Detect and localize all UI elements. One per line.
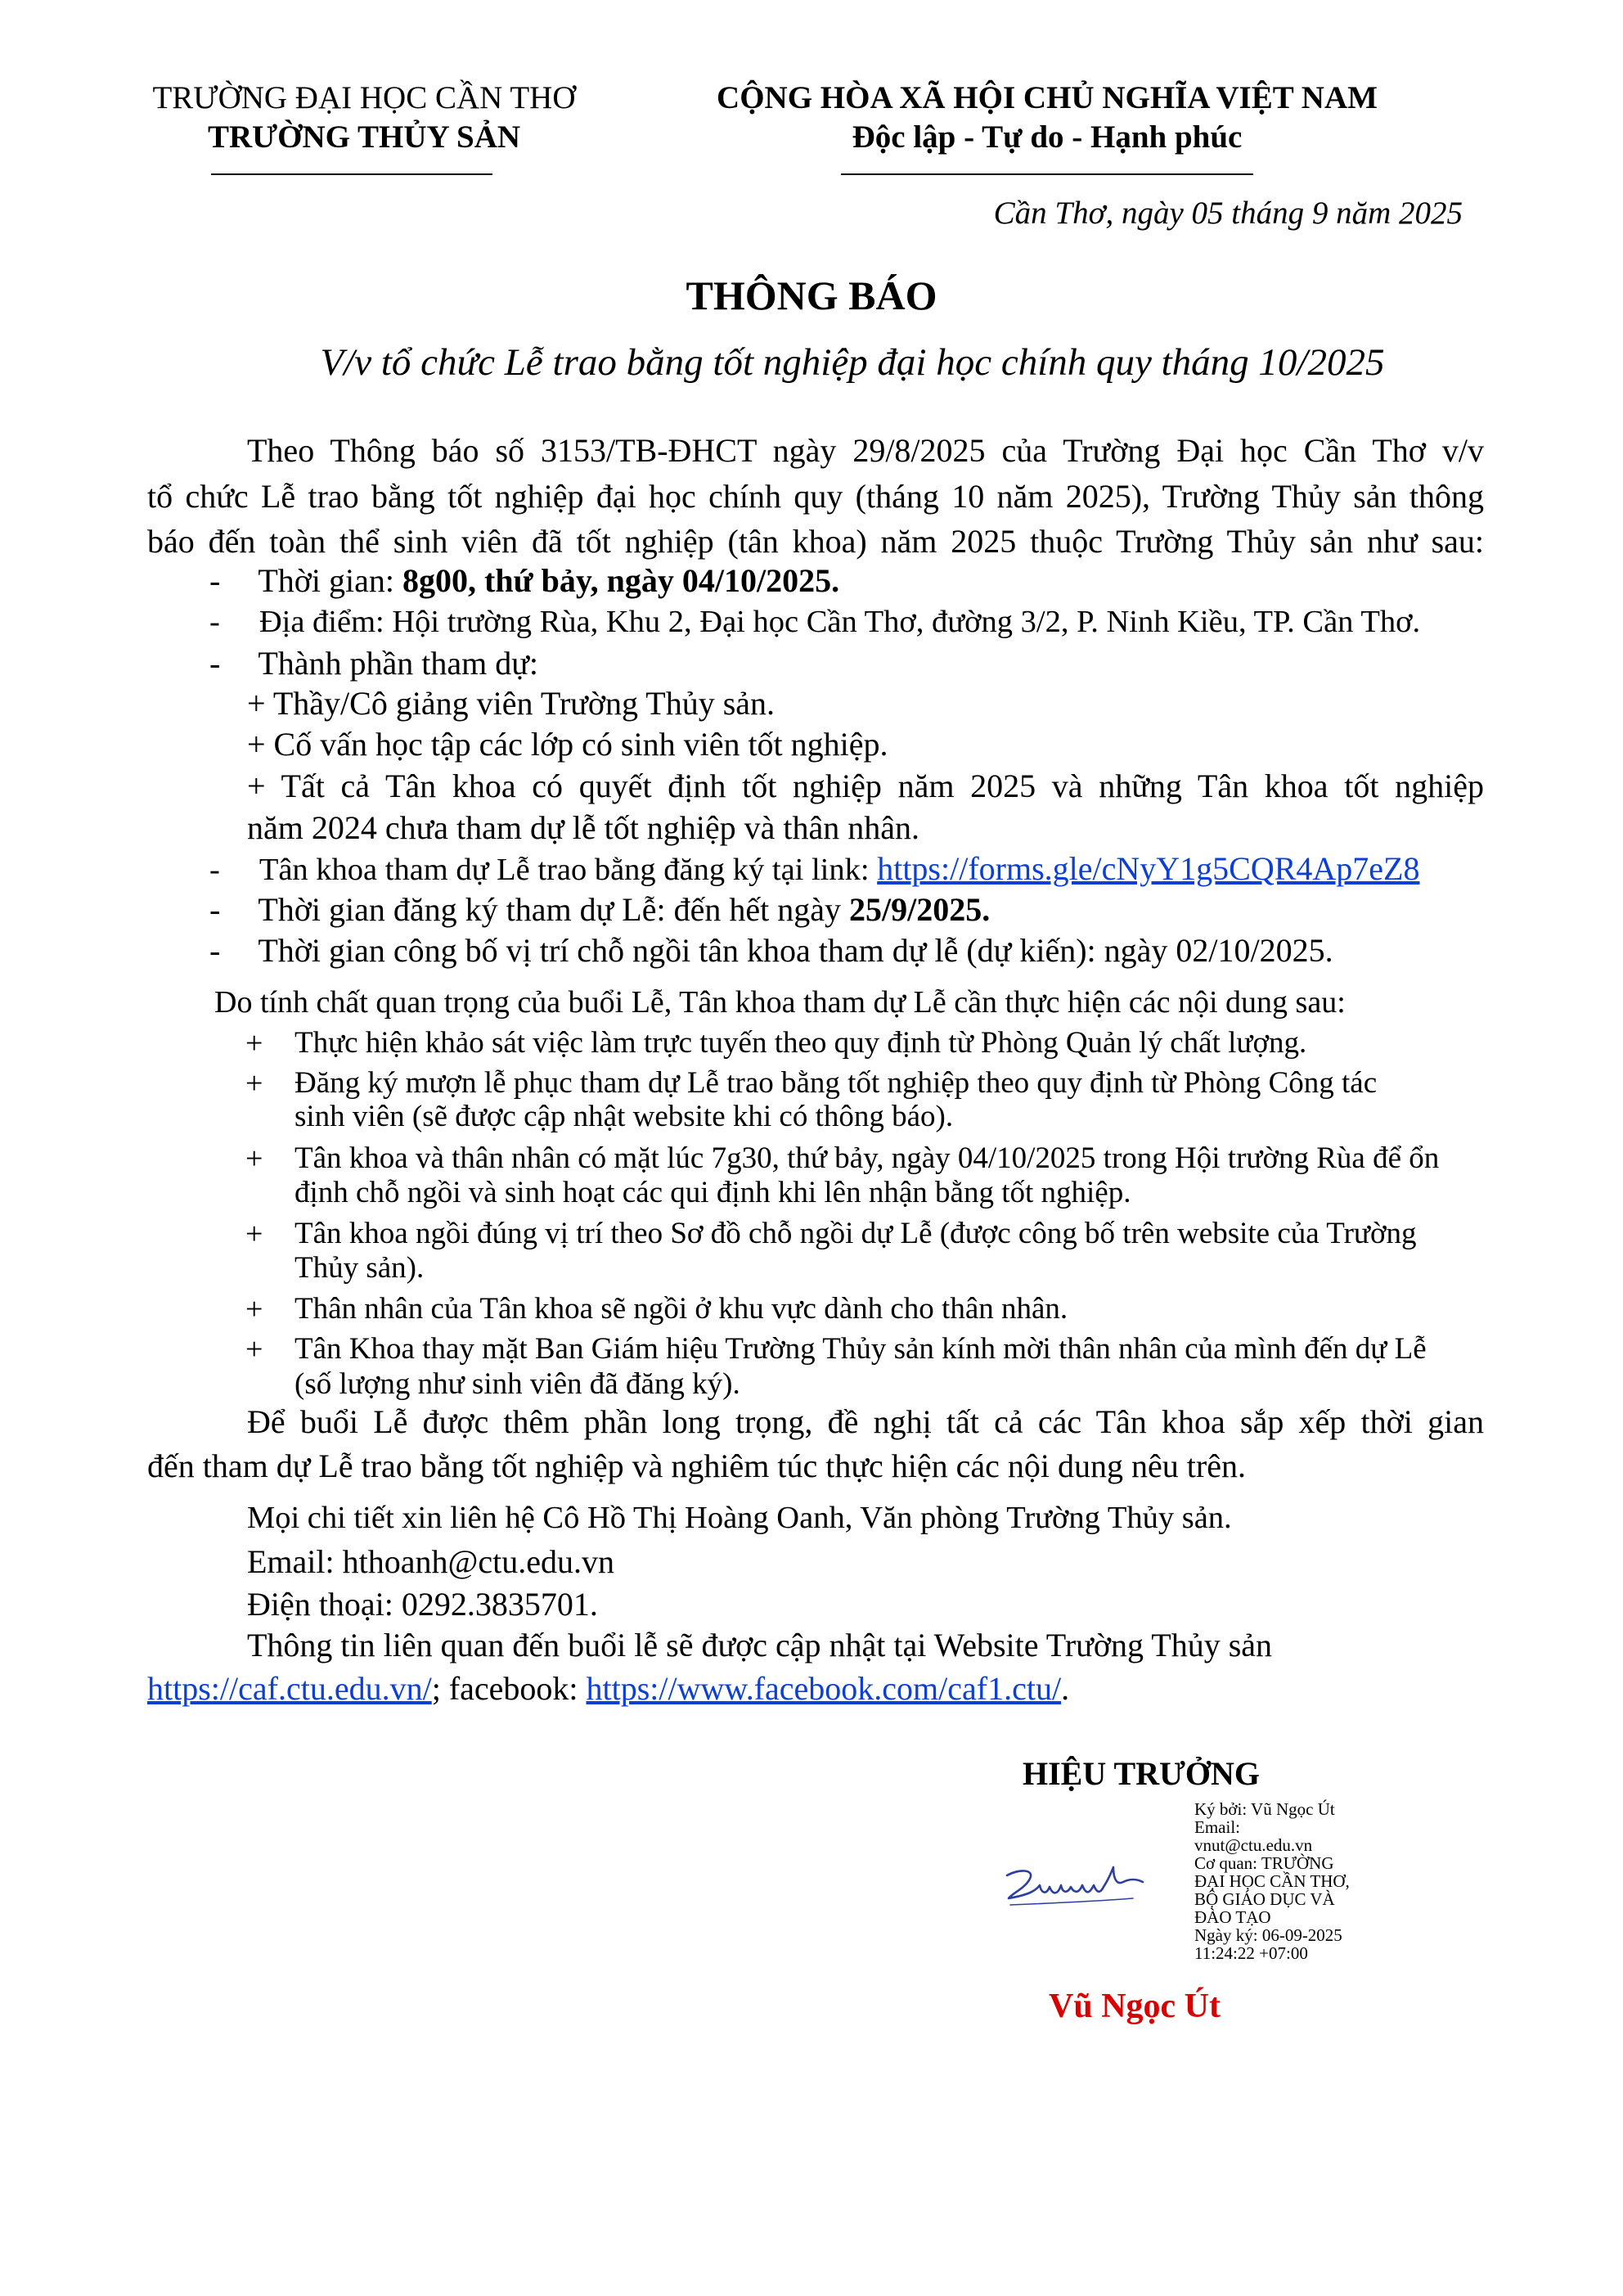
requirement-1-marker: +: [245, 1026, 263, 1060]
signed-date-1: Ngày ký: 06-09-2025: [1194, 1925, 1342, 1945]
item-participants-text: Thành phần tham dự:: [258, 645, 539, 682]
item-seating-text: Thời gian công bố vị trí chỗ ngồi tân khoa tham dự lễ (dự kiến): ngày 02/10/2025.: [258, 932, 1333, 969]
participant-lecturers: + Thầy/Cô giảng viên Trường Thủy sản.: [247, 685, 776, 722]
handwritten-signature: [1002, 1857, 1149, 1915]
email-line: Email: hthoanh@ctu.edu.vn: [247, 1543, 614, 1580]
info-line: Thông tin liên quan đến buổi lễ sẽ được cập nhật tại Website Trường Thủy sản: [247, 1627, 1273, 1663]
requirement-5: Thân nhân của Tân khoa sẽ ngồi ở khu vực dành cho thân nhân.: [294, 1292, 1068, 1326]
participant-graduates-line1: + Tất cả Tân khoa có quyết định tốt nghiệp năm 2025 và những Tân khoa tốt nghiệp: [247, 768, 1484, 804]
phone-line: Điện thoại: 0292.3835701.: [247, 1586, 598, 1623]
requirement-2-line2: sinh viên (sẽ được cập nhật website khi có thông báo).: [294, 1100, 954, 1133]
requirement-1: Thực hiện khảo sát việc làm trực tuyến theo quy định từ Phòng Quản lý chất lượng.: [294, 1026, 1307, 1060]
signer-email-label: Email:: [1194, 1817, 1240, 1837]
dash-marker: -: [209, 605, 220, 639]
dash-marker: -: [209, 891, 221, 928]
header-right-rule: [841, 173, 1253, 175]
dash-marker: -: [209, 853, 220, 887]
header-school: TRƯỜNG THỦY SẢN: [207, 119, 521, 155]
requirement-3-line2: định chỗ ngồi và sinh hoạt các qui định khi lên nhận bằng tốt nghiệp.: [294, 1176, 1131, 1209]
end-period: .: [1061, 1670, 1070, 1707]
requirement-3-marker: +: [245, 1141, 263, 1176]
contact-line: Mọi chi tiết xin liên hệ Cô Hồ Thị Hoàng Oanh, Văn phòng Trường Thủy sản.: [247, 1501, 1232, 1535]
closing-line-1: Để buổi Lễ được thêm phần long trọng, đề nghị tất cả các Tân khoa sắp xếp thời gian: [247, 1403, 1484, 1440]
header-university: TRƯỜNG ĐẠI HỌC CẦN THƠ: [152, 80, 576, 115]
links-line: [147, 1669, 1069, 1708]
intro-line-1: Theo Thông báo số 3153/TB-ĐHCT ngày 29/8/2025 của Trường Đại học Cần Thơ v/v: [247, 432, 1484, 469]
date-line: Cần Thơ, ngày 05 tháng 9 năm 2025: [993, 196, 1463, 231]
requirement-6-line2: (số lượng như sinh viên đã đăng ký).: [294, 1367, 740, 1401]
signer-email: vnut@ctu.edu.vn: [1194, 1835, 1313, 1855]
document-title: THÔNG BÁO: [686, 272, 937, 318]
requirement-6-marker: +: [245, 1332, 263, 1366]
intro-line-3: báo đến toàn thể sinh viên đã tốt nghiệp (tân khoa) năm 2025 thuộc Trường Thủy sản như sau:: [147, 523, 1484, 560]
participant-advisors: + Cố vấn học tập các lớp có sinh viên tốt nghiệp.: [247, 726, 888, 763]
signer-org-3: BỘ GIÁO DỤC VÀ: [1194, 1889, 1335, 1909]
signer-org-4: ĐÀO TẠO: [1194, 1907, 1271, 1927]
header-motto: Độc lập - Tự do - Hạnh phúc: [852, 119, 1243, 155]
header-republic: CỘNG HÒA XÃ HỘI CHỦ NGHĨA VIỆT NAM: [717, 80, 1378, 115]
registration-form-link[interactable]: https://forms.gle/cNyY1g5CQR4Ap7eZ8: [877, 850, 1420, 887]
signed-date-2: 11:24:22 +07:00: [1194, 1943, 1308, 1963]
item-deadline-value: 25/9/2025.: [848, 891, 991, 928]
item-register: [209, 849, 1419, 888]
item-time-value: 8g00, thứ bảy, ngày 04/10/2025.: [402, 562, 840, 599]
item-place-text: Địa điểm: Hội trường Rùa, Khu 2, Đại học Cần Thơ, đường 3/2, P. Ninh Kiều, TP. Cần Thơ.: [259, 605, 1421, 639]
requirement-2-line1: Đăng ký mượn lễ phục tham dự Lễ trao bằng tốt nghiệp theo quy định từ Phòng Công tác: [294, 1066, 1378, 1100]
document-subtitle: V/v tổ chức Lễ trao bằng tốt nghiệp đại học chính quy tháng 10/2025: [320, 341, 1385, 384]
requirements-intro: Do tính chất quan trọng của buổi Lễ, Tân khoa tham dự Lễ cần thực hiện các nội dung sau:: [214, 985, 1346, 1020]
item-participants: [209, 644, 538, 682]
website-link[interactable]: https://caf.ctu.edu.vn/: [147, 1670, 432, 1707]
closing-line-2: đến tham dự Lễ trao bằng tốt nghiệp và nghiêm túc thực hiện các nội dung nêu trên.: [147, 1447, 1246, 1484]
facebook-label: ; facebook:: [431, 1670, 587, 1707]
header-left-rule: [211, 173, 492, 175]
signer-org-2: ĐẠI HỌC CẦN THƠ,: [1194, 1871, 1350, 1891]
item-time-label: Thời gian:: [258, 562, 403, 599]
requirement-4-marker: +: [245, 1217, 263, 1251]
dash-marker: -: [209, 932, 221, 969]
dash-marker: -: [209, 645, 221, 682]
item-place: [209, 604, 1420, 640]
item-register-label: Tân khoa tham dự Lễ trao bằng đăng ký tại link:: [259, 853, 878, 887]
signed-by: Ký bởi: Vũ Ngọc Út: [1194, 1799, 1335, 1819]
signer-name: Vũ Ngọc Út: [1049, 1988, 1221, 2025]
item-time: [209, 561, 839, 600]
item-seating: [209, 931, 1333, 970]
requirement-4-line1: Tân khoa ngồi đúng vị trí theo Sơ đồ chỗ ngồi dự Lễ (được công bố trên website của Trường: [294, 1217, 1417, 1250]
item-deadline-label: Thời gian đăng ký tham dự Lễ: đến hết ngày: [258, 891, 849, 928]
requirement-5-marker: +: [245, 1292, 263, 1326]
intro-line-2: tổ chức Lễ trao bằng tốt nghiệp đại học chính quy (tháng 10 năm 2025), Trường Thủy sản thông: [147, 478, 1484, 515]
dash-marker: -: [209, 562, 221, 599]
signer-org-1: Cơ quan: TRƯỜNG: [1194, 1853, 1334, 1873]
item-deadline: [209, 890, 990, 929]
facebook-link[interactable]: https://www.facebook.com/caf1.ctu/: [586, 1670, 1062, 1707]
participant-graduates-line2: năm 2024 chưa tham dự lễ tốt nghiệp và thân nhân.: [247, 809, 920, 846]
signature-details: [1194, 1800, 1350, 1962]
requirement-6-line1: Tân Khoa thay mặt Ban Giám hiệu Trường Thủy sản kính mời thân nhân của mình đến dự Lễ: [294, 1332, 1427, 1366]
requirement-3-line1: Tân khoa và thân nhân có mặt lúc 7g30, thứ bảy, ngày 04/10/2025 trong Hội trường Rùa để ổn: [294, 1141, 1440, 1175]
requirement-4-line2: Thủy sản).: [294, 1251, 425, 1285]
signature-role: HIỆU TRƯỞNG: [1023, 1755, 1261, 1792]
requirement-2-marker: +: [245, 1066, 263, 1101]
